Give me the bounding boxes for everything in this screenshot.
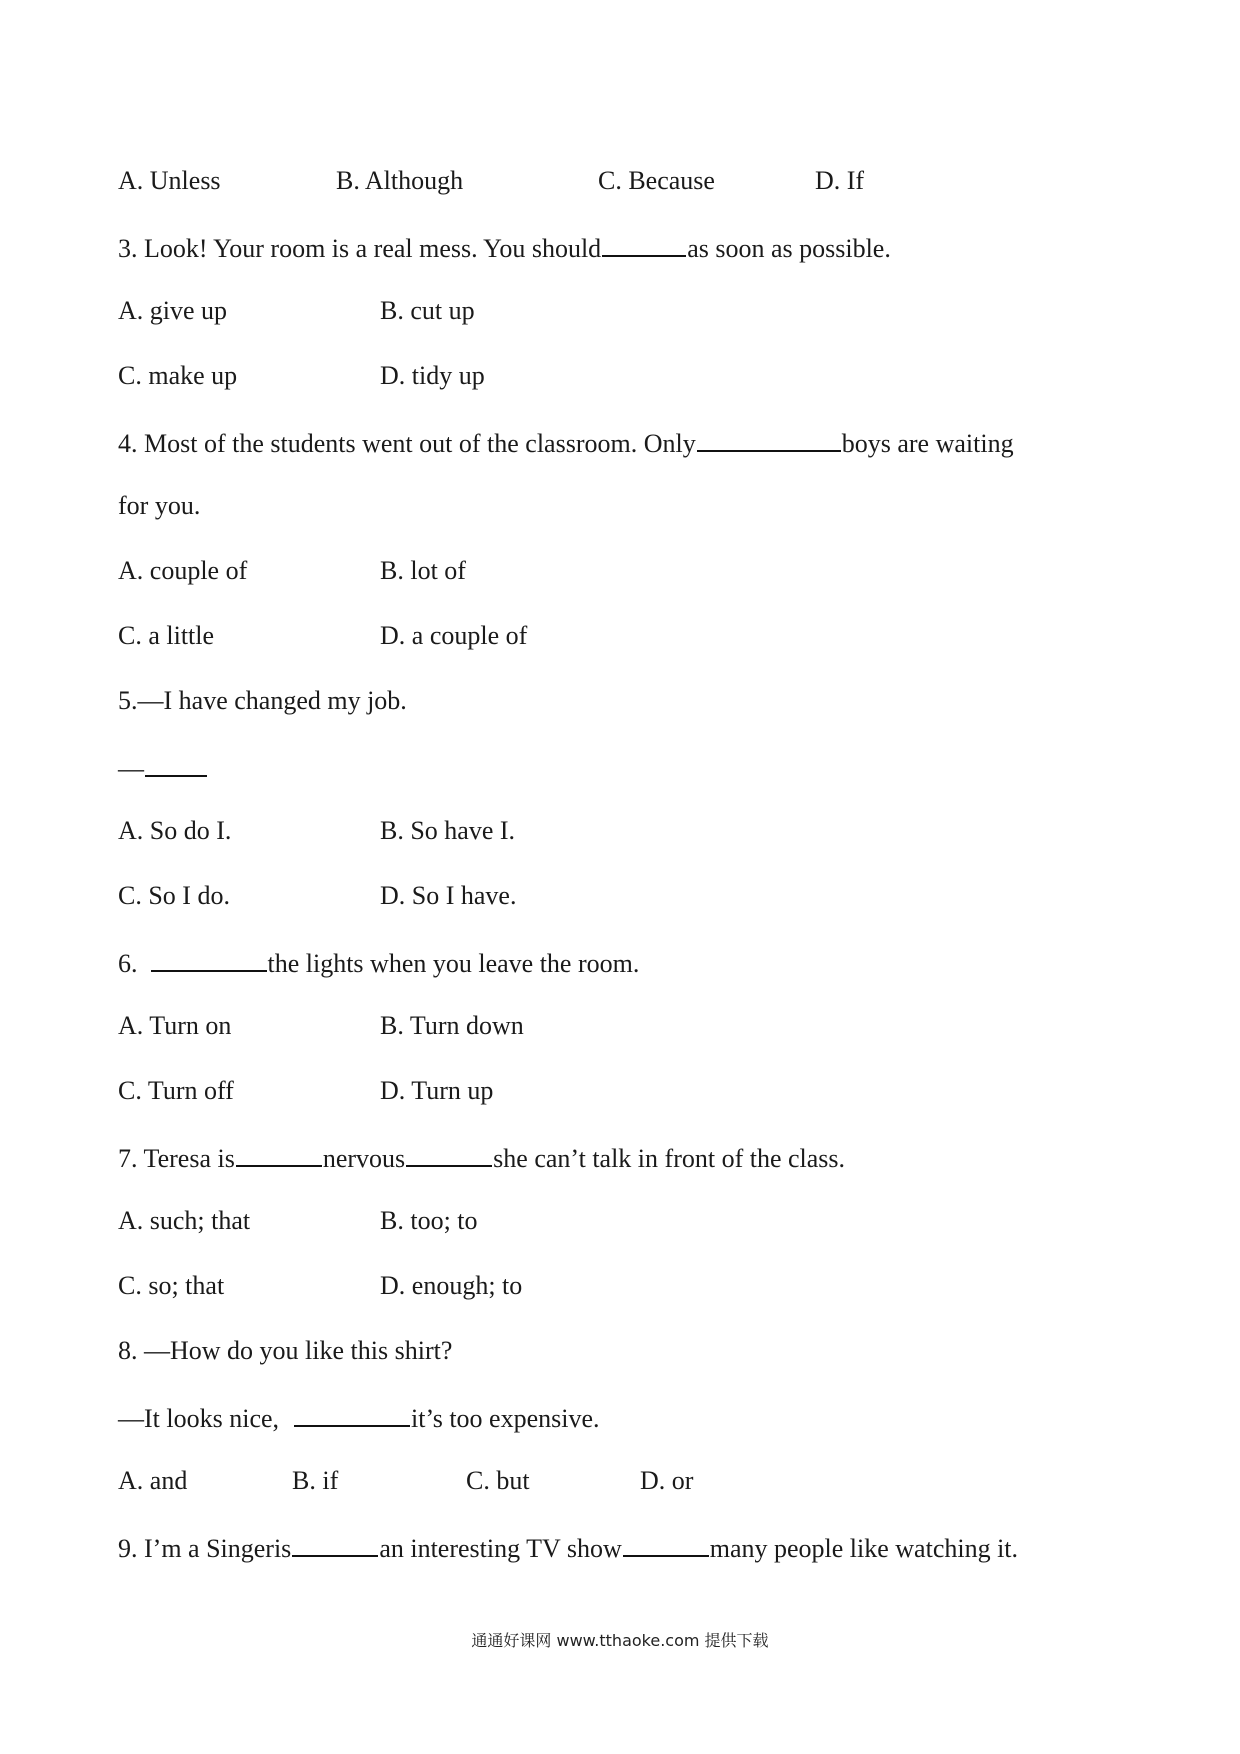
question-3-text: 3. Look! Your room is a real mess. You should: [118, 234, 602, 263]
q7-option-a: A. such; that: [118, 1206, 251, 1235]
q3-option-a: A. give up: [118, 296, 228, 325]
question-6-text: the lights when you leave the room.: [267, 949, 640, 978]
question-8-reply-end: it’s too expensive.: [411, 1404, 600, 1433]
q6-option-b: B. Turn down: [380, 1011, 524, 1040]
q5-option-d: D. So I have.: [380, 881, 517, 910]
q6-option-a: A. Turn on: [118, 1011, 232, 1040]
q2-option-d: D. If: [815, 166, 865, 195]
question-3: [118, 229, 891, 266]
question-6-number: 6.: [118, 949, 138, 978]
question-9-text: 9. I’m a Singeris: [118, 1534, 292, 1563]
question-4: [118, 424, 1014, 461]
question-4-text-end: boys are waiting: [841, 429, 1014, 458]
q6-option-c: C. Turn off: [118, 1076, 234, 1105]
q2-option-c: C. Because: [598, 166, 715, 195]
answer-blank: [697, 424, 841, 452]
answer-blank: [602, 229, 686, 257]
question-9: [118, 1529, 1018, 1566]
q6-option-d: D. Turn up: [380, 1076, 494, 1105]
question-5-reply: [118, 749, 208, 786]
q7-option-c: C. so; that: [118, 1271, 225, 1300]
question-8: 8. —How do you like this shirt?: [118, 1336, 453, 1365]
question-5: 5.—I have changed my job.: [118, 686, 407, 715]
question-9-text-end: many people like watching it.: [709, 1534, 1019, 1563]
q5-option-b: B. So have I.: [380, 816, 516, 845]
question-6: [118, 944, 639, 981]
q4-option-d: D. a couple of: [380, 621, 528, 650]
q4-option-a: A. couple of: [118, 556, 248, 585]
question-9-text-mid: an interesting TV show: [379, 1534, 622, 1563]
question-8-reply-text: —It looks nice,: [118, 1404, 280, 1433]
q4-option-b: B. lot of: [380, 556, 466, 585]
question-7-text-end: she can’t talk in front of the class.: [493, 1144, 846, 1173]
answer-blank: [406, 1139, 492, 1167]
answer-blank: [623, 1529, 709, 1557]
q7-option-b: B. too; to: [380, 1206, 478, 1235]
q8-option-b: B. if: [292, 1466, 339, 1495]
q8-option-c: C. but: [466, 1466, 530, 1495]
question-8-reply: [118, 1399, 600, 1436]
q3-option-d: D. tidy up: [380, 361, 485, 390]
question-7-text: 7. Teresa is: [118, 1144, 235, 1173]
page-footer: 通通好课网 www.tthaoke.com 提供下载: [471, 1631, 769, 1650]
q7-option-d: D. enough; to: [380, 1271, 523, 1300]
question-3-text-end: as soon as possible.: [687, 234, 891, 263]
q2-option-b: B. Although: [336, 166, 464, 195]
q8-option-a: A. and: [118, 1466, 188, 1495]
q4-option-c: C. a little: [118, 621, 215, 650]
answer-blank: [294, 1399, 410, 1427]
q5-option-a: A. So do I.: [118, 816, 232, 845]
q3-option-c: C. make up: [118, 361, 238, 390]
reply-dash: —: [118, 754, 144, 783]
answer-blank: [292, 1529, 378, 1557]
question-7-text-mid: nervous: [322, 1144, 406, 1173]
answer-blank: [236, 1139, 322, 1167]
q2-option-a: A. Unless: [118, 166, 221, 195]
question-4-continuation: for you.: [118, 491, 201, 520]
answer-blank: [145, 749, 207, 777]
question-7: [118, 1139, 845, 1176]
answer-blank: [151, 944, 267, 972]
q8-option-d: D. or: [640, 1466, 694, 1495]
q5-option-c: C. So I do.: [118, 881, 230, 910]
question-4-text: 4. Most of the students went out of the classroom. Only: [118, 429, 696, 458]
q3-option-b: B. cut up: [380, 296, 475, 325]
